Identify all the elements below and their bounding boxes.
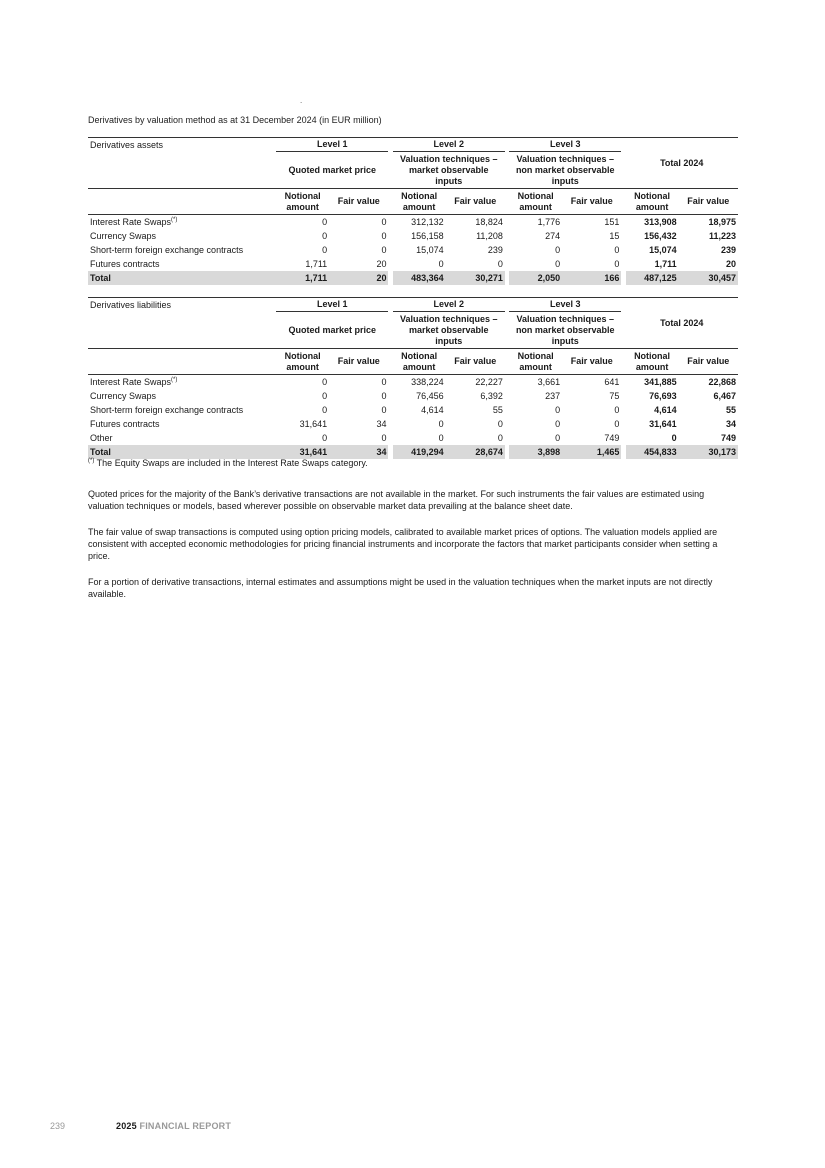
table-row — [88, 243, 738, 257]
header-notional-amount: Notional amount — [509, 349, 562, 375]
header-level2-sub: Valuation techniques – market observable inputs — [393, 152, 505, 189]
table-cell: 0 — [438, 432, 444, 443]
table-cell: 338,224 — [411, 376, 444, 387]
header-level1-sub: Quoted market price — [276, 152, 388, 189]
table-cell: 0 — [381, 216, 387, 227]
table-section-label: Derivatives liabilities — [88, 297, 276, 312]
paragraph-swap-fair-value: The fair value of swap transactions is computed using option pricing models, calibrated to available market prices of options. The valuation models applied are consistent with accepted economic methodologies for pricing financial instruments and incorporate the factors that market participants consider when setting a price. — [88, 527, 718, 561]
table-cell: 0 — [322, 244, 328, 255]
total-cell: 419,294 — [393, 445, 446, 459]
table-cell: 239 — [720, 244, 736, 255]
table-cell: 0 — [497, 432, 503, 443]
header-total: Total 2024 — [626, 137, 739, 189]
row-label-footnote-mark: (*) — [171, 216, 178, 223]
table-cell: 0 — [381, 390, 387, 401]
table-cell: 0 — [438, 258, 444, 269]
header-fair-value: Fair value — [562, 349, 621, 375]
table-cell: 0 — [497, 258, 503, 269]
table-cell: 274 — [545, 230, 561, 241]
table-cell: 239 — [487, 244, 503, 255]
table-cell: 11,223 — [708, 230, 736, 241]
table-cell: 18,975 — [708, 216, 736, 227]
total-label: Total — [88, 445, 276, 459]
row-label — [88, 375, 276, 389]
derivatives-liabilities-table — [88, 297, 738, 459]
table-cell: 1,711 — [305, 258, 328, 269]
table-cell: 0 — [322, 390, 328, 401]
table-cell: 0 — [614, 404, 620, 415]
row-label-text: Short-term foreign exchange contracts — [90, 404, 244, 415]
row-label-text: Interest Rate Swaps — [90, 216, 172, 227]
table-cell: 0 — [322, 376, 328, 387]
table-cell: 0 — [381, 230, 387, 241]
table-cell: 0 — [381, 376, 387, 387]
total-label: Total — [88, 271, 276, 285]
total-cell: 454,833 — [626, 445, 679, 459]
table-row — [88, 229, 738, 243]
table-cell: 6,392 — [480, 390, 503, 401]
footnote-text: The Equity Swaps are included in the Interest Rate Swaps category. — [94, 458, 368, 468]
header-level2-sub: Valuation techniques – market observable inputs — [393, 312, 505, 349]
table-cell: 15 — [609, 230, 620, 241]
row-label — [88, 417, 276, 431]
header-level-1: Level 1 — [276, 297, 388, 312]
row-label — [88, 257, 276, 271]
table-cell: 34 — [725, 418, 736, 429]
table-cell: 3,661 — [537, 376, 561, 387]
total-cell: 2,050 — [509, 271, 562, 285]
header-measure-row — [88, 189, 738, 215]
header-level3-sub: Valuation techniques – non market observable inputs — [509, 152, 621, 189]
table-cell: 749 — [720, 432, 736, 443]
column-gap — [621, 312, 625, 349]
table-cell: 0 — [614, 258, 620, 269]
table-cell: 6,467 — [713, 390, 736, 401]
table-section-label: Derivatives assets — [88, 137, 276, 152]
row-label-text: Currency Swaps — [90, 230, 157, 241]
total-cell: 483,364 — [393, 271, 446, 285]
table-row — [88, 389, 738, 403]
footer-report-name: FINANCIAL REPORT — [136, 1121, 232, 1131]
table-cell: 151 — [604, 216, 620, 227]
table-cell: 20 — [376, 258, 387, 269]
header-level3-sub: Valuation techniques – non market observable inputs — [509, 312, 621, 349]
total-cell: 487,125 — [626, 271, 679, 285]
table-cell: 0 — [555, 258, 561, 269]
header-notional-amount: Notional amount — [626, 189, 679, 215]
footnote-mark: (*) — [88, 458, 95, 464]
table-cell: 4,614 — [654, 404, 677, 415]
derivatives-assets-table — [88, 137, 738, 285]
table-cell: 0 — [555, 432, 561, 443]
table-row — [88, 257, 738, 271]
header-blank — [88, 312, 276, 349]
header-fair-value: Fair value — [446, 349, 505, 375]
paragraph-quoted-prices: Quoted prices for the majority of the Bank’s derivative transactions are not available in the market. For such instruments the fair values are estimated using valuation techniques or models, based wherever possible on observable market data prevailing at the balance sheet date. — [88, 489, 705, 511]
header-fair-value: Fair value — [446, 189, 505, 215]
header-notional-amount: Notional amount — [276, 349, 329, 375]
table-cell: 0 — [322, 216, 328, 227]
table-cell: 15,074 — [649, 244, 677, 255]
table-cell: 0 — [555, 418, 561, 429]
page-title: Derivatives by valuation method as at 31 December 2024 (in EUR million) — [88, 115, 382, 125]
header-fair-value: Fair value — [329, 349, 388, 375]
total-cell: 28,674 — [446, 445, 505, 459]
table-cell: 0 — [322, 230, 328, 241]
table-cell: 0 — [322, 404, 328, 415]
total-cell: 30,271 — [446, 271, 505, 285]
header-fair-value: Fair value — [329, 189, 388, 215]
table-cell: 75 — [609, 390, 620, 401]
table-cell: 34 — [376, 418, 387, 429]
total-cell: 1,711 — [276, 271, 329, 285]
total-cell: 166 — [562, 271, 621, 285]
row-label — [88, 229, 276, 243]
table-cell: 641 — [604, 376, 620, 387]
table-cell: 0 — [381, 244, 387, 255]
table-row — [88, 417, 738, 431]
table-cell: 31,641 — [649, 418, 677, 429]
table-cell: 0 — [497, 418, 503, 429]
table-cell: 0 — [671, 432, 677, 443]
row-label-text: Futures contracts — [90, 418, 160, 429]
header-notional-amount: Notional amount — [393, 189, 446, 215]
row-label — [88, 243, 276, 257]
header-notional-amount: Notional amount — [626, 349, 679, 375]
header-level-2: Level 2 — [393, 297, 505, 312]
paragraph-internal-estimates: For a portion of derivative transactions, internal estimates and assumptions might be used in the valuation techniques when the market inputs are not directly available. — [88, 577, 713, 599]
table-cell: 0 — [614, 244, 620, 255]
total-cell: 30,173 — [679, 445, 738, 459]
table-cell: 0 — [381, 404, 387, 415]
table-cell: 18,824 — [475, 216, 503, 227]
table-row — [88, 375, 738, 389]
footer-report-year: 2025 — [116, 1121, 137, 1131]
table-cell: 55 — [492, 404, 503, 415]
total-cell: 3,898 — [509, 445, 562, 459]
table-cell: 341,885 — [644, 376, 677, 387]
table-cell: 31,641 — [299, 418, 328, 429]
table-cell: 156,158 — [411, 230, 444, 241]
footnote — [88, 458, 368, 468]
table-cell: 156,432 — [644, 230, 677, 241]
total-cell: 20 — [329, 271, 388, 285]
table-cell: 1,776 — [537, 216, 561, 227]
table-cell: 76,693 — [649, 390, 677, 401]
table-cell: 4,614 — [421, 404, 444, 415]
total-cell: 34 — [329, 445, 388, 459]
header-notional-amount: Notional amount — [276, 189, 329, 215]
table-cell: 0 — [381, 432, 387, 443]
row-label-text: Short-term foreign exchange contracts — [90, 244, 244, 255]
header-blank — [88, 349, 276, 375]
header-fair-value: Fair value — [562, 189, 621, 215]
row-label — [88, 215, 276, 229]
table-cell: 11,208 — [476, 230, 503, 241]
table-cell: 237 — [545, 390, 561, 401]
table-row — [88, 215, 738, 229]
dot-mark: . — [300, 96, 303, 105]
table-cell: 22,868 — [708, 376, 736, 387]
header-level-3: Level 3 — [509, 137, 621, 152]
table-cell: 1,711 — [654, 258, 677, 269]
table-cell: 0 — [438, 418, 444, 429]
total-cell: 1,465 — [562, 445, 621, 459]
table-row — [88, 431, 738, 445]
table-total-row — [88, 271, 738, 285]
header-level-1: Level 1 — [276, 137, 388, 152]
footer-page-number: 239 — [50, 1121, 66, 1131]
header-notional-amount: Notional amount — [393, 349, 446, 375]
header-notional-amount: Notional amount — [509, 189, 562, 215]
row-label-text: Interest Rate Swaps — [90, 376, 172, 387]
header-measure-row — [88, 349, 738, 375]
row-label-text: Futures contracts — [90, 258, 160, 269]
row-label-text: Other — [90, 432, 113, 443]
header-fair-value: Fair value — [679, 189, 738, 215]
table-cell: 0 — [614, 418, 620, 429]
header-level-row — [88, 137, 738, 152]
table-cell: 20 — [725, 258, 736, 269]
total-cell: 30,457 — [679, 271, 738, 285]
table-cell: 22,227 — [475, 376, 503, 387]
header-blank — [88, 189, 276, 215]
table-cell: 0 — [322, 432, 328, 443]
header-fair-value: Fair value — [679, 349, 738, 375]
table-cell: 15,074 — [416, 244, 444, 255]
table-total-row — [88, 445, 738, 459]
total-cell: 31,641 — [276, 445, 329, 459]
row-label — [88, 403, 276, 417]
header-level-row — [88, 297, 738, 312]
header-total: Total 2024 — [626, 297, 739, 349]
header-level-3: Level 3 — [509, 297, 621, 312]
table-cell: 313,908 — [644, 216, 677, 227]
footer-report-title — [116, 1121, 231, 1131]
row-label-footnote-mark: (*) — [171, 376, 178, 383]
header-level1-sub: Quoted market price — [276, 312, 388, 349]
table-cell: 0 — [555, 404, 561, 415]
table-row — [88, 403, 738, 417]
column-gap — [621, 152, 625, 189]
table-cell: 55 — [725, 404, 736, 415]
table-cell: 312,132 — [411, 216, 444, 227]
row-label — [88, 431, 276, 445]
row-label-text: Currency Swaps — [90, 390, 157, 401]
table-cell: 76,456 — [416, 390, 444, 401]
header-level-2: Level 2 — [393, 137, 505, 152]
table-cell: 0 — [555, 244, 561, 255]
header-blank — [88, 152, 276, 189]
table-cell: 749 — [604, 432, 620, 443]
row-label — [88, 389, 276, 403]
